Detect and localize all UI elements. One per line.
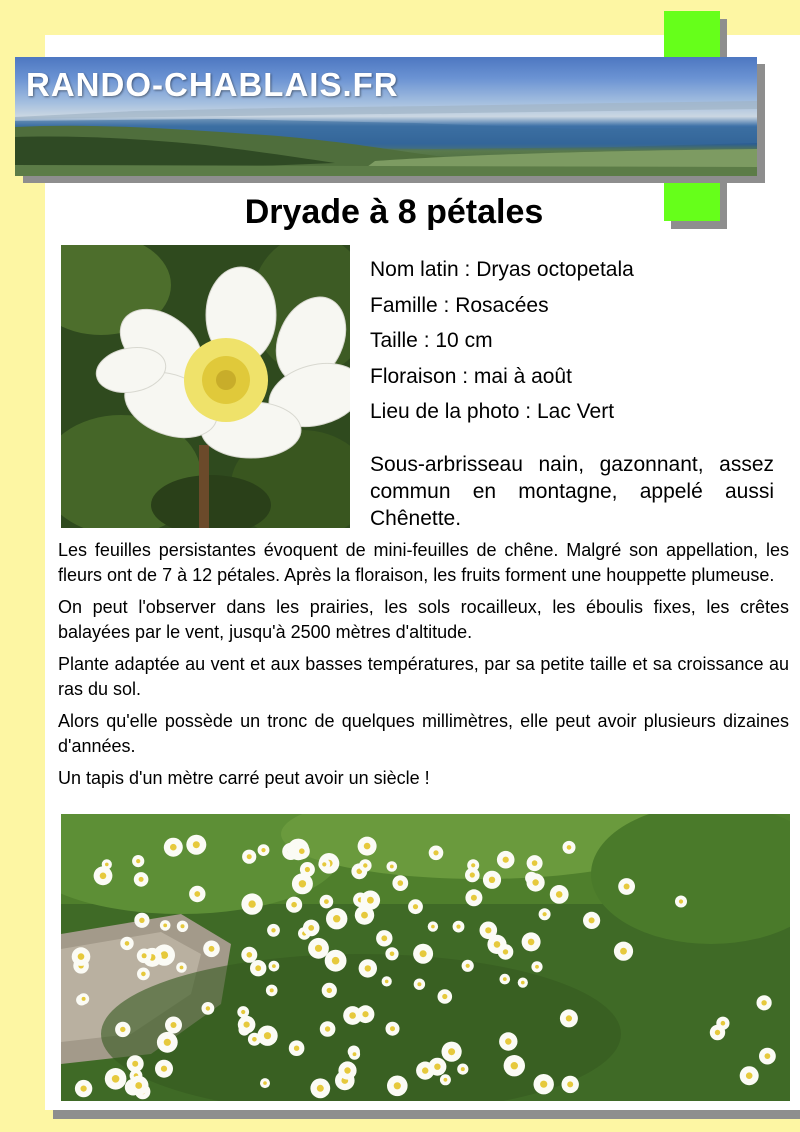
site-title: RANDO-CHABLAIS.FR [26,66,399,103]
paragraph-age: Alors qu'elle possède un tronc de quelques millimètres, elle peut avoir plusieurs dizaines d'années. [58,711,789,756]
header-banner [15,57,757,176]
fact-latin-name: Nom latin : Dryas octopetala [370,258,634,281]
paragraph-leaves: Les feuilles persistantes évoquent de mini-feuilles de chêne. Malgré son appellation, les fleurs ont de 7 à 12 pétales. Après la floraison, les fruits forment une houppette plumeuse. [58,540,789,585]
intro-paragraph: Sous-arbrisseau nain, gazonnant, assez commun en montagne, appelé aussi Chênette. [370,453,774,530]
fact-family: Famille : Rosacées [370,293,549,317]
flower-carpet-photo [61,814,790,1101]
fact-photo-location: Lieu de la photo : Lac Vert [370,400,615,423]
fact-size: Taille : 10 cm [370,329,493,352]
paragraph-century: Un tapis d'un mètre carré peut avoir un siècle ! [58,768,430,788]
page-title: Dryade à 8 pétales [244,193,544,231]
paragraph-habitat: On peut l'observer dans les prairies, les sols rocailleux, les éboulis fixes, les crêtes balayées par le vent, jusqu'à 2500 mètres d'altitude. [58,597,789,642]
description-body [58,538,789,799]
fact-flowering: Floraison : mai à août [370,364,572,388]
plant-facts [370,252,634,430]
paragraph-adaptation: Plante adaptée au vent et aux basses températures, par sa petite taille et sa croissance au ras du sol. [58,654,789,699]
flower-closeup-photo [61,245,350,528]
